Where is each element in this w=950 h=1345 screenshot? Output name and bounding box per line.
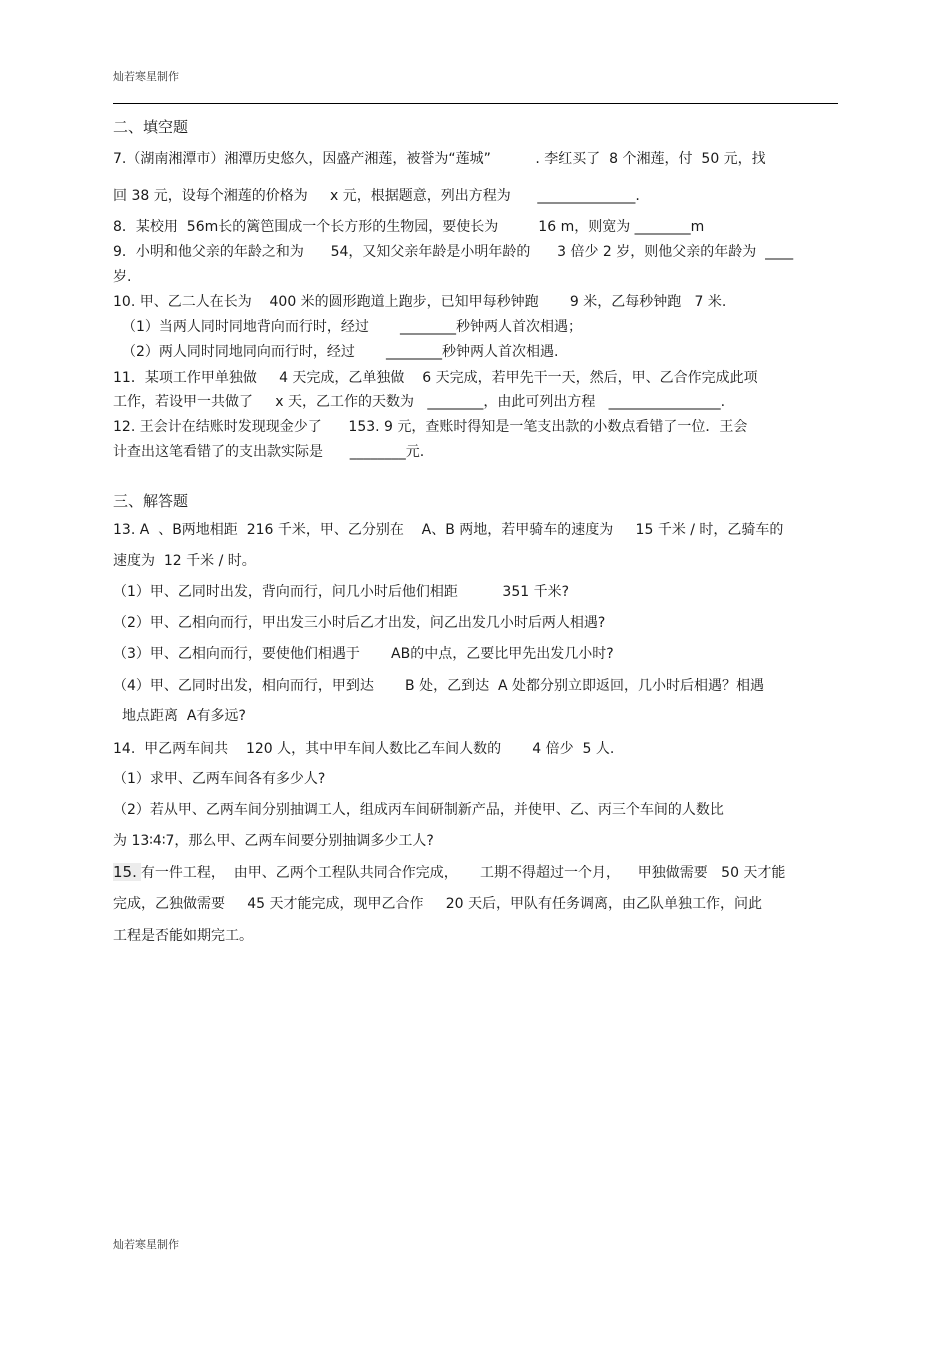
question-9-line-2: 岁. <box>113 269 132 285</box>
question-14-line-1: 14. 甲乙两车间共 120 人，其中甲车间人数比乙车间人数的 4 倍少 5 人. <box>113 741 615 757</box>
header-divider <box>113 103 838 104</box>
question-13-part-2: （2）甲、乙相向而行，甲出发三小时后乙才出发，问乙出发几小时后两人相遇? <box>113 615 606 631</box>
question-11-line-1: 11．某项工作甲单独做 4 天完成，乙单独做 6 天完成，若甲先干一天，然后，甲、乙合作完成此项 <box>113 370 758 386</box>
page-footer: 灿若寒星制作 <box>113 1238 179 1251</box>
question-10-part-2: （2）两人同时同地同向而行时，经过 ________秒钟两人首次相遇. <box>122 344 559 360</box>
question-15-line-3: 工程是否能如期完工。 <box>113 928 253 944</box>
question-13-part-3: （3）甲、乙相向而行，要使他们相遇于 AB的中点，乙要比甲先出发几小时? <box>113 646 614 662</box>
question-13-part-1: （1）甲、乙同时出发，背向而行，问几小时后他们相距 351 千米? <box>113 584 570 600</box>
question-8-line-1: 8．某校用 56m长的篱笆围成一个长方形的生物园，要使长为 16 m，则宽为 ________m <box>113 219 705 235</box>
question-9-line-1: 9．小明和他父亲的年龄之和为 54，又知父亲年龄是小明年龄的 3 倍少 2 岁，则他父亲的年龄为 ____ <box>113 244 794 260</box>
question-12-line-1: 12. 王会计在结账时发现现金少了 153. 9 元，查账时得知是一笔支出款的小数点看错了一位．王会 <box>113 419 748 435</box>
question-15-number: 15. <box>113 863 141 881</box>
question-10-part-1: （1）当两人同时同地背向而行时，经过 ________秒钟两人首次相遇； <box>122 319 583 335</box>
question-13-part-4-line-1: （4）甲、乙同时出发，相向而行，甲到达 B 处，乙到达 A 处都分别立即返回，几小时后相遇？相遇 <box>113 678 765 694</box>
section-title-answer: 三、解答题 <box>113 492 189 510</box>
question-13-line-2: 速度为 12 千米 / 时。 <box>113 553 256 569</box>
question-7-line-2: 回 38 元，设每个湘莲的价格为 x 元，根据题意，列出方程为 ______________. <box>113 188 640 204</box>
question-15-line-2: 完成，乙独做需要 45 天才能完成，现甲乙合作 20 天后，甲队有任务调离，由乙队单独工作，问此 <box>113 896 763 912</box>
question-11-line-2: 工作，若设甲一共做了 x 天，乙工作的天数为 ________，由此可列出方程 ________________. <box>113 394 726 410</box>
question-14-part-1: （1）求甲、乙两车间各有多少人? <box>113 771 326 787</box>
question-7-line-1: 7.（湖南湘潭市）湘潭历史悠久，因盛产湘莲，被誉为“莲城” . 李红买了 8 个湘莲，付 50 元，找 <box>113 151 766 167</box>
question-15-line-1-text: 有一件工程， 由甲、乙两个工程队共同合作完成， 工期不得超过一个月， 甲独做需要 50 天才能 <box>140 865 786 881</box>
question-15-line-1 <box>113 863 838 882</box>
question-12-line-2: 计查出这笔看错了的支出款实际是 ________元. <box>113 444 425 460</box>
question-14-part-2-line-2: 为 13∶4∶7，那么甲、乙两车间要分别抽调多少工人? <box>113 833 434 849</box>
question-13-line-1: 13. A 、B两地相距 216 千米，甲、乙分别在 A、B 两地，若甲骑车的速度为 15 千米 / 时，乙骑车的 <box>113 522 784 538</box>
question-14-part-2-line-1: （2）若从甲、乙两车间分别抽调工人，组成丙车间研制新产品，并使甲、乙、丙三个车间的人数比 <box>113 802 724 818</box>
section-title-fill-in: 二、填空题 <box>113 118 189 136</box>
question-10-line-1: 10. 甲、乙二人在长为 400 米的圆形跑道上跑步，已知甲每秒钟跑 9 米，乙每秒钟跑 7 米. <box>113 294 727 310</box>
page-header: 灿若寒星制作 <box>113 70 179 83</box>
question-13-part-4-line-2: 地点距离 A有多远? <box>122 708 246 724</box>
